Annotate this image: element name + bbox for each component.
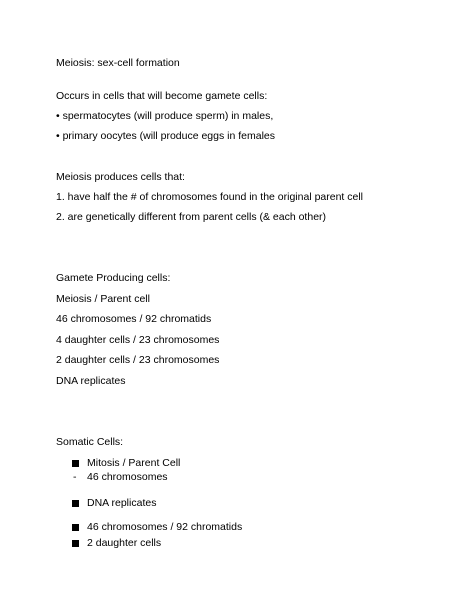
square-bullet-icon [72, 460, 79, 467]
produces-item-2: 2. are genetically different from parent cells (& each other) [56, 211, 327, 223]
intro-bullet-oocytes: • primary oocytes (will produce eggs in females [56, 130, 276, 142]
square-bullet-icon [72, 540, 79, 547]
gamete-line-5: DNA replicates [56, 375, 126, 387]
somatic-item-text: 46 chromosomes [87, 471, 168, 483]
gamete-line-2: 46 chromosomes / 92 chromatids [56, 313, 212, 325]
produces-heading: Meiosis produces cells that: [56, 171, 185, 183]
produces-item-1: 1. have half the # of chromosomes found in the original parent cell [56, 191, 364, 203]
dash-bullet: - [73, 471, 77, 483]
somatic-item-text: 46 chromosomes / 92 chromatids [87, 521, 243, 533]
intro-bullet-spermatocytes: • spermatocytes (will produce sperm) in males, [56, 110, 274, 122]
gamete-heading: Gamete Producing cells: [56, 272, 171, 284]
document-title: Meiosis: sex-cell formation [56, 57, 180, 69]
somatic-item-text: 2 daughter cells [87, 537, 162, 549]
gamete-line-3: 4 daughter cells / 23 chromosomes [56, 334, 220, 346]
square-bullet-icon [72, 524, 79, 531]
somatic-heading: Somatic Cells: [56, 436, 124, 448]
square-bullet-icon [72, 500, 79, 507]
gamete-line-1: Meiosis / Parent cell [56, 293, 150, 305]
gamete-line-4: 2 daughter cells / 23 chromosomes [56, 354, 220, 366]
intro-heading: Occurs in cells that will become gamete cells: [56, 90, 268, 102]
somatic-item-text: DNA replicates [87, 497, 157, 509]
somatic-item-text: Mitosis / Parent Cell [87, 457, 181, 469]
